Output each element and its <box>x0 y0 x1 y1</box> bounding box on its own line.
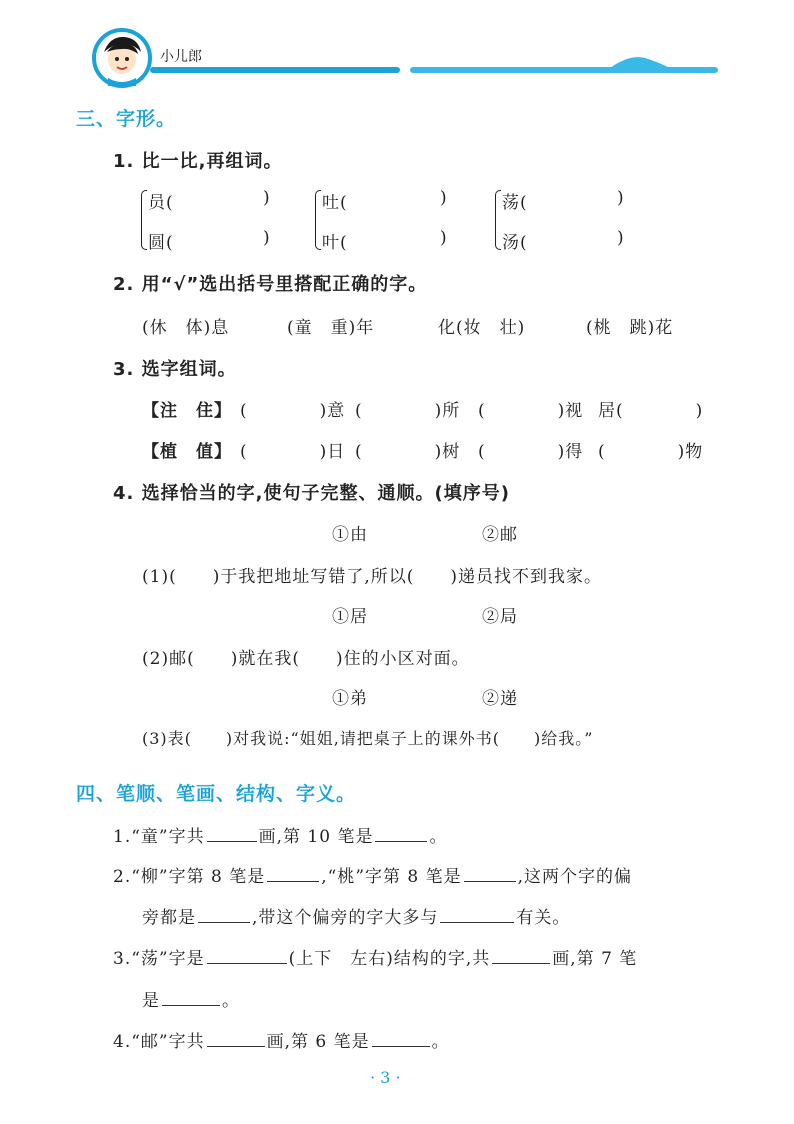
header-wave-decoration <box>610 54 670 68</box>
option-2: ②局 <box>482 607 518 627</box>
section-title-3: 三、字形。 <box>76 108 177 130</box>
fill-sentence: (3)表( )对我说:“姐姐,请把桌子上的课外书( )给我。” <box>142 729 594 748</box>
answer-blank[interactable] <box>372 1028 430 1047</box>
stroke-question-2-cont: 旁都是 ,带这个偏旁的字大多与 有关。 <box>142 903 570 928</box>
char-pair-label: 【注 住】 <box>142 401 232 421</box>
question-2-title: 2. 用“√”选出括号里搭配正确的字。 <box>113 274 428 295</box>
answer-blank[interactable] <box>162 987 220 1006</box>
answer-blank[interactable] <box>464 863 516 882</box>
option-2: ②递 <box>482 689 518 709</box>
choice-item: 化(妆 壮) <box>438 318 526 338</box>
choice-item: (休 体)息 <box>142 318 230 338</box>
page-number: · 3 · <box>370 1068 401 1087</box>
stroke-question-4: 4.“邮”字共 画,第 6 笔是 。 <box>113 1027 450 1052</box>
question-3-title: 3. 选字组词。 <box>113 359 237 380</box>
option-1: ①弟 <box>332 689 368 709</box>
fill-sentence: (2)邮( )就在我( )住的小区对面。 <box>142 649 470 669</box>
stroke-question-1: 1.“童”字共 画,第 10 笔是 。 <box>113 822 447 847</box>
stroke-question-3-cont: 是 。 <box>142 986 240 1011</box>
answer-blank[interactable] <box>440 904 514 923</box>
choice-item: (桃 跳)花 <box>586 318 674 338</box>
option-1: ①居 <box>332 607 368 627</box>
option-2: ②邮 <box>482 525 518 545</box>
question-4-title: 4. 选择恰当的字,使句子完整、通顺。(填序号) <box>113 483 510 504</box>
brand-name: 小儿郎 <box>160 49 202 65</box>
answer-blank[interactable] <box>267 863 319 882</box>
fill-sentence: (1)( )于我把地址写错了,所以( )递员找不到我家。 <box>142 567 603 587</box>
section-title-4: 四、笔顺、笔画、结构、字义。 <box>76 783 357 805</box>
choice-item: (童 重)年 <box>287 318 375 338</box>
stroke-question-2: 2.“柳”字第 8 笔是 ,“桃”字第 8 笔是 ,这两个字的偏 <box>113 862 632 887</box>
stroke-question-3: 3.“荡”字是 (上下 左右)结构的字,共 画,第 7 笔 <box>113 944 637 969</box>
option-1: ①由 <box>332 525 368 545</box>
answer-blank[interactable] <box>492 945 550 964</box>
answer-blank[interactable] <box>375 823 427 842</box>
answer-blank[interactable] <box>207 945 287 964</box>
mascot-icon <box>92 28 152 88</box>
char-pair-label: 【植 值】 <box>142 442 232 462</box>
question-1-title: 1. 比一比,再组词。 <box>113 151 283 172</box>
answer-blank[interactable] <box>207 1028 265 1047</box>
header-rule-2 <box>410 67 718 73</box>
answer-blank[interactable] <box>198 904 250 923</box>
header-rule <box>150 67 400 73</box>
answer-blank[interactable] <box>207 823 257 842</box>
